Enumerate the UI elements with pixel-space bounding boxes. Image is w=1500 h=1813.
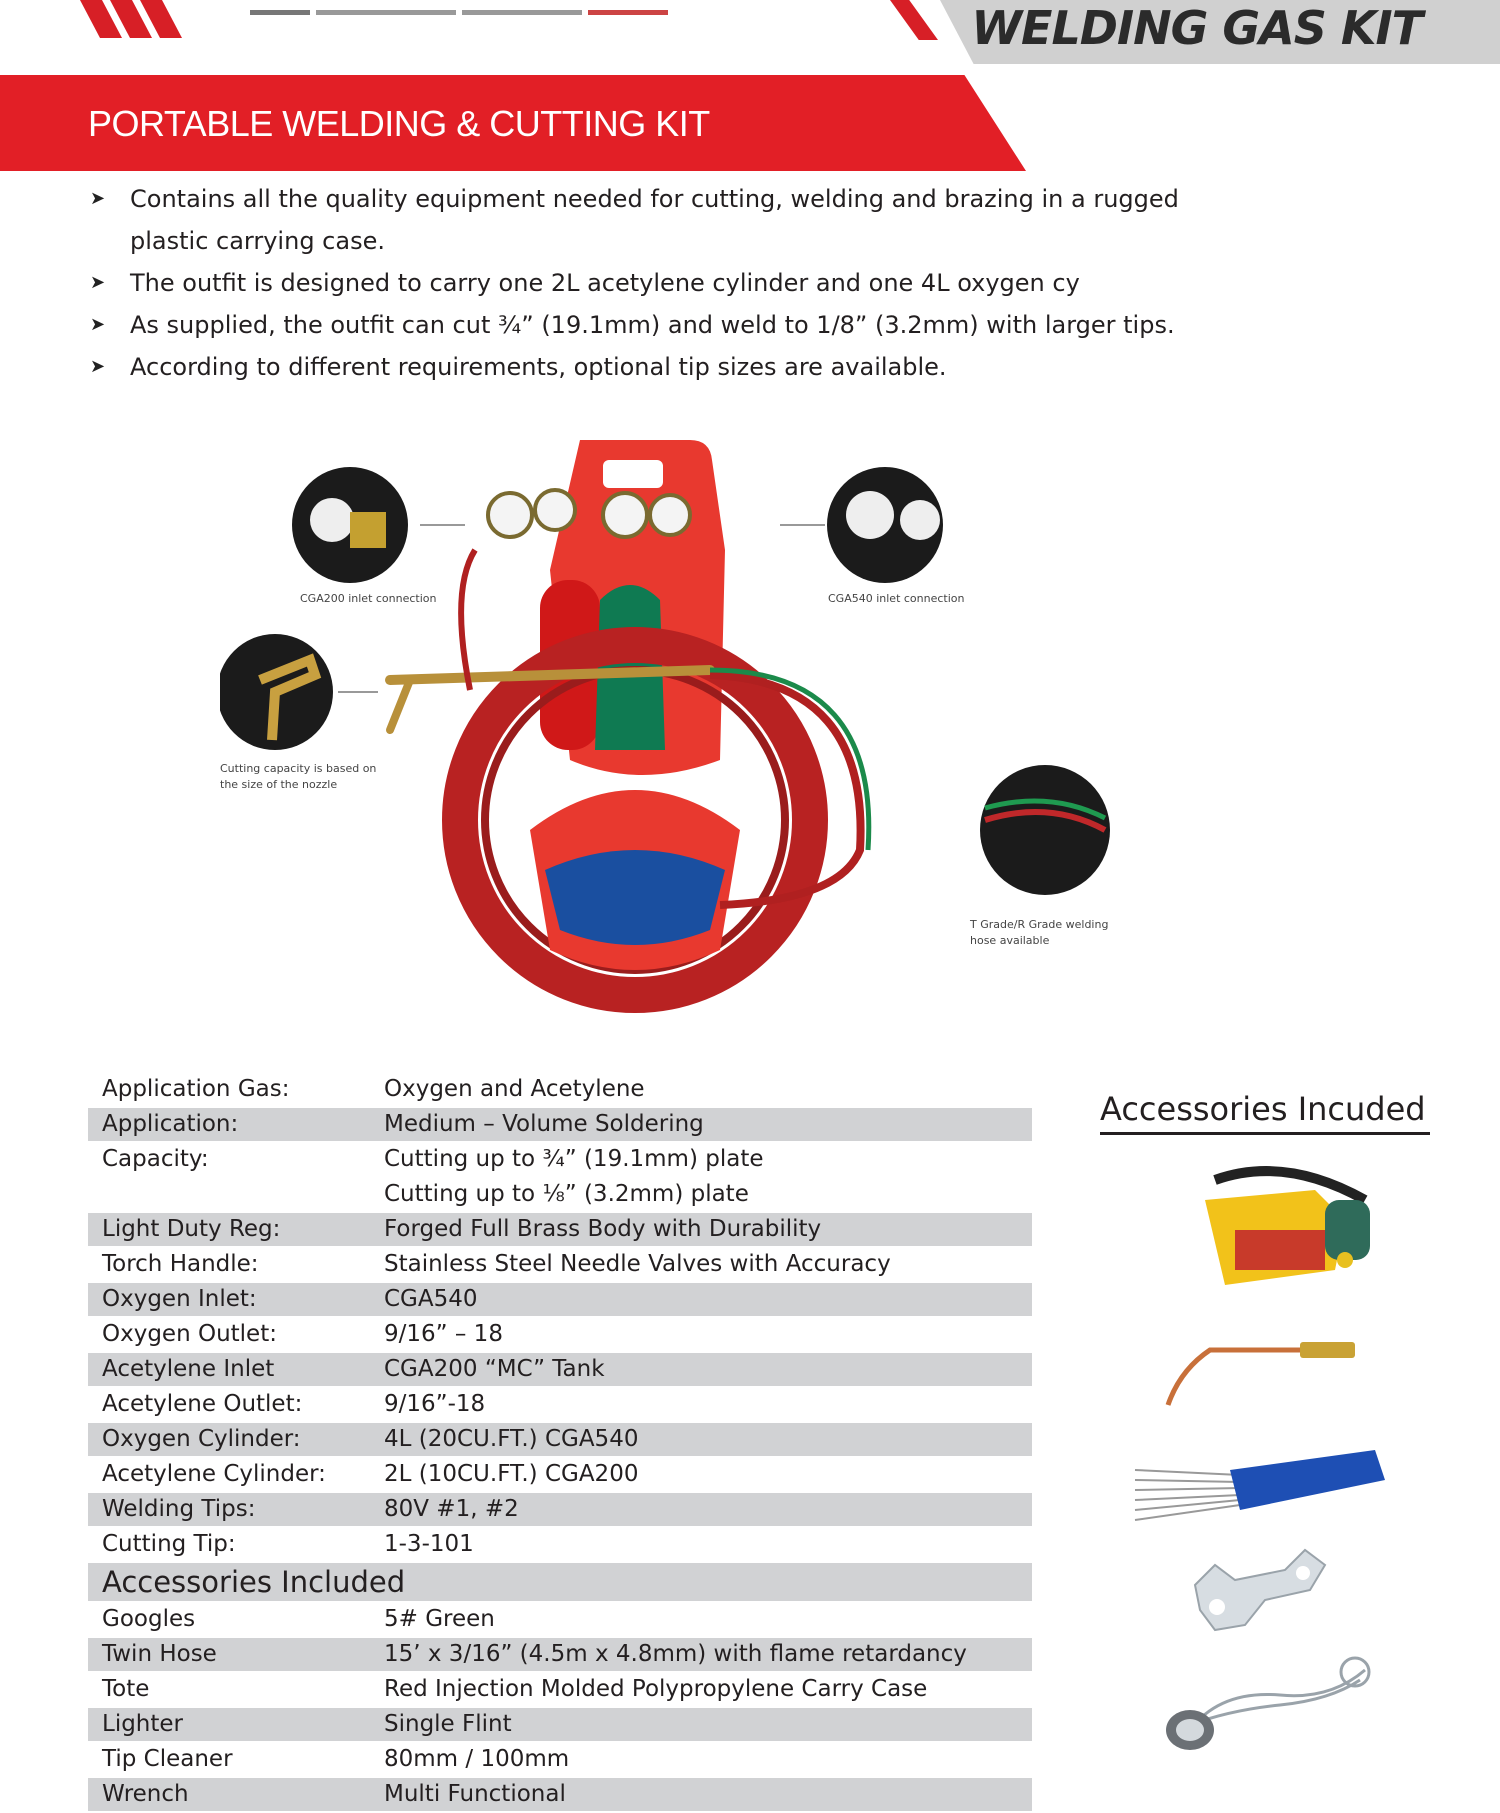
table-row [88, 1177, 1032, 1212]
hose-caption-line2: hose available [970, 934, 1050, 947]
regulator-icon [350, 512, 386, 548]
product-illustration [220, 430, 1120, 1030]
spec-value: 1-3-101 [378, 1527, 1032, 1562]
gauge-icon [900, 500, 940, 540]
spec-label: Tote [88, 1672, 378, 1707]
feature-list [88, 178, 1208, 388]
table-row [88, 1637, 1032, 1672]
lighter-icon [1160, 1650, 1380, 1760]
feature-text: According to different requirements, optional tip sizes are available. [130, 353, 947, 381]
spec-value: 80V #1, #2 [378, 1492, 1032, 1527]
nozzle-caption-line2: the size of the nozzle [220, 778, 338, 791]
list-item [88, 178, 1208, 262]
spec-label: Twin Hose [88, 1637, 378, 1672]
page-header [0, 0, 1500, 70]
table-row [88, 1672, 1032, 1707]
brand-tagline-icon [250, 0, 770, 6]
spec-label: Oxygen Cylinder: [88, 1422, 378, 1457]
cga540-caption: CGA540 inlet connection [828, 592, 965, 605]
spec-value: Medium – Volume Soldering [378, 1107, 1032, 1142]
spec-label: Oxygen Inlet: [88, 1282, 378, 1317]
spec-label: Wrench [88, 1777, 378, 1812]
arrow-bullet-icon: ➤ [90, 314, 106, 335]
table-row [88, 1247, 1032, 1282]
spec-value: 2L (10CU.FT.) CGA200 [378, 1457, 1032, 1492]
reel-window-icon [545, 850, 725, 945]
regulator-hose-icon [461, 550, 475, 690]
spec-value: CGA200 “MC” Tank [378, 1352, 1032, 1387]
wrench-icon [1185, 1545, 1335, 1635]
spec-value: Cutting up to ⅛” (3.2mm) plate [378, 1177, 1032, 1212]
table-row [88, 1107, 1032, 1142]
spec-label [88, 1177, 378, 1212]
spec-value: Oxygen and Acetylene [378, 1073, 1032, 1107]
table-row [88, 1707, 1032, 1742]
cutting-tip-icon [1160, 1330, 1360, 1410]
spec-value: 9/16”-18 [378, 1387, 1032, 1422]
arrow-bullet-icon: ➤ [90, 356, 106, 377]
spec-label: Light Duty Reg: [88, 1212, 378, 1247]
feature-text: Contains all the quality equipment needed for cutting, welding and brazing in a rugged plastic carrying case. [130, 185, 1179, 255]
table-row [88, 1527, 1032, 1562]
spec-label: Oxygen Outlet: [88, 1317, 378, 1352]
hose-detail-icon [980, 765, 1110, 895]
spec-value: 5# Green [378, 1602, 1032, 1637]
gauge-icon [488, 493, 532, 537]
table-row [88, 1073, 1032, 1107]
feature-text: The outfit is designed to carry one 2L acetylene cylinder and one 4L oxygen cy [130, 269, 1080, 297]
gauge-icon [846, 491, 894, 539]
spec-label: Torch Handle: [88, 1247, 378, 1282]
torch-tip-icon [390, 680, 410, 730]
table-row [88, 1422, 1032, 1457]
title-accent-stripe [890, 0, 938, 40]
spec-label: Capacity: [88, 1142, 378, 1177]
spec-label: Acetylene Inlet [88, 1352, 378, 1387]
table-row [88, 1142, 1032, 1177]
table-row [88, 1212, 1032, 1247]
nozzle-caption-line1: Cutting capacity is based on [220, 762, 377, 775]
spec-value: Stainless Steel Needle Valves with Accuracy [378, 1247, 1032, 1282]
cga200-caption: CGA200 inlet connection [300, 592, 437, 605]
gauge-icon [310, 498, 354, 542]
goggles-icon [1195, 1160, 1385, 1300]
table-row [88, 1777, 1032, 1812]
brand-logo-icon [80, 0, 220, 40]
accessories-section-title: Accessories Included [88, 1562, 1032, 1602]
gauge-icon [535, 490, 575, 530]
spec-label: Lighter [88, 1707, 378, 1742]
spec-value: 15’ x 3/16” (4.5m x 4.8mm) with flame retardancy [378, 1637, 1032, 1672]
table-row [88, 1602, 1032, 1637]
table-row [88, 1742, 1032, 1777]
spec-value: Multi Functional [378, 1777, 1032, 1812]
spec-value: Forged Full Brass Body with Durability [378, 1212, 1032, 1247]
list-item [88, 304, 1208, 346]
spec-value: 9/16” – 18 [378, 1317, 1032, 1352]
gauge-icon [650, 495, 690, 535]
table-row [88, 1352, 1032, 1387]
spec-value: 4L (20CU.FT.) CGA540 [378, 1422, 1032, 1457]
list-item [88, 346, 1208, 388]
gauge-icon [603, 493, 647, 537]
specifications-table [88, 1073, 1032, 1813]
tip-cleaner-icon [1130, 1440, 1390, 1530]
accessories-heading: Accessories Incuded [1100, 1090, 1430, 1135]
spec-value: 80mm / 100mm [378, 1742, 1032, 1777]
spec-label: Cutting Tip: [88, 1527, 378, 1562]
spec-value: CGA540 [378, 1282, 1032, 1317]
feature-text: As supplied, the outfit can cut ¾” (19.1mm) and weld to 1/8” (3.2mm) with larger tips. [130, 311, 1175, 339]
arrow-bullet-icon: ➤ [90, 188, 106, 209]
table-row [88, 1492, 1032, 1527]
table-row [88, 1282, 1032, 1317]
tote-handle-icon [603, 460, 663, 488]
page-title: WELDING GAS KIT [971, 1, 1422, 55]
spec-value: Red Injection Molded Polypropylene Carry Case [378, 1672, 1032, 1707]
hose-caption-line1: T Grade/R Grade welding [970, 918, 1109, 931]
table-row [88, 1457, 1032, 1492]
table-row [88, 1317, 1032, 1352]
spec-label: Application Gas: [88, 1073, 378, 1107]
spec-label: Tip Cleaner [88, 1742, 378, 1777]
arrow-bullet-icon: ➤ [90, 272, 106, 293]
list-item [88, 262, 1208, 304]
spec-label: Acetylene Outlet: [88, 1387, 378, 1422]
spec-value: Single Flint [378, 1707, 1032, 1742]
spec-label: Welding Tips: [88, 1492, 378, 1527]
spec-label: Application: [88, 1107, 378, 1142]
spec-label: Acetylene Cylinder: [88, 1457, 378, 1492]
section-title: PORTABLE WELDING & CUTTING KIT [88, 103, 710, 144]
table-section-header [88, 1562, 1032, 1602]
table-row [88, 1387, 1032, 1422]
spec-label: Googles [88, 1602, 378, 1637]
spec-value: Cutting up to ¾” (19.1mm) plate [378, 1142, 1032, 1177]
